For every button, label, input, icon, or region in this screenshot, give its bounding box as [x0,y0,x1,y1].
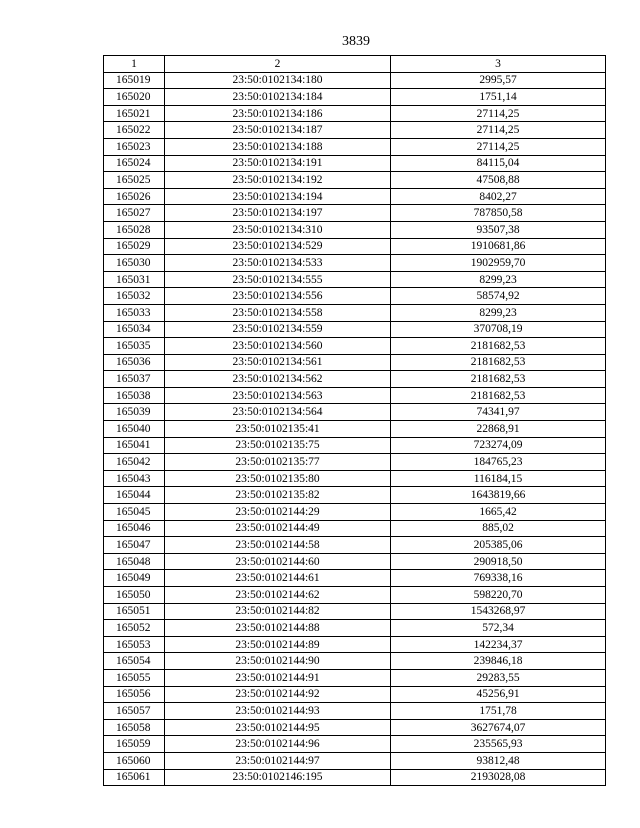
cadastral-value-cell: 723274,09 [391,437,606,454]
row-number-cell: 165058 [104,719,165,736]
table-row [104,338,606,355]
cadastral-number-cell: 23:50:0102134:197 [165,205,391,222]
table-row [104,172,606,189]
table-row [104,421,606,438]
cadastral-value-cell: 2181682,53 [391,338,606,355]
column-header-2: 2 [165,56,391,73]
cadastral-value-cell: 370708,19 [391,321,606,338]
cadastral-value-cell: 1751,14 [391,89,606,106]
row-number-cell: 165061 [104,769,165,786]
row-number-cell: 165051 [104,603,165,620]
cadastral-value-cell: 572,34 [391,620,606,637]
cadastral-value-cell: 205385,06 [391,537,606,554]
row-number-cell: 165021 [104,105,165,122]
table-row [104,321,606,338]
cadastral-value-cell: 22868,91 [391,421,606,438]
cadastral-number-cell: 23:50:0102134:184 [165,89,391,106]
row-number-cell: 165026 [104,188,165,205]
cadastral-number-cell: 23:50:0102134:192 [165,172,391,189]
cadastral-number-cell: 23:50:0102134:556 [165,288,391,305]
table-row [104,454,606,471]
cadastral-number-cell: 23:50:0102144:95 [165,719,391,736]
cadastral-number-cell: 23:50:0102134:187 [165,122,391,139]
cadastral-number-cell: 23:50:0102135:77 [165,454,391,471]
cadastral-number-cell: 23:50:0102134:564 [165,404,391,421]
table-row [104,752,606,769]
cadastral-value-cell: 2995,57 [391,72,606,89]
cadastral-value-cell: 8299,23 [391,271,606,288]
table-row [104,122,606,139]
table-row [104,138,606,155]
cadastral-value-cell: 47508,88 [391,172,606,189]
table-row [104,470,606,487]
table-row [104,719,606,736]
cadastral-number-cell: 23:50:0102134:310 [165,221,391,238]
cadastral-value-cell: 1643819,66 [391,487,606,504]
table-row [104,255,606,272]
row-number-cell: 165040 [104,421,165,438]
table-row [104,271,606,288]
row-number-cell: 165054 [104,653,165,670]
row-number-cell: 165052 [104,620,165,637]
cadastral-value-cell: 27114,25 [391,122,606,139]
cadastral-value-cell: 1665,42 [391,504,606,521]
table-row [104,553,606,570]
row-number-cell: 165055 [104,669,165,686]
cadastral-number-cell: 23:50:0102135:80 [165,470,391,487]
cadastral-number-cell: 23:50:0102144:60 [165,553,391,570]
cadastral-value-table [103,55,606,786]
cadastral-number-cell: 23:50:0102144:49 [165,520,391,537]
row-number-cell: 165046 [104,520,165,537]
cadastral-value-cell: 45256,91 [391,686,606,703]
cadastral-value-cell: 142234,37 [391,636,606,653]
row-number-cell: 165045 [104,504,165,521]
cadastral-value-cell: 93507,38 [391,221,606,238]
cadastral-number-cell: 23:50:0102144:29 [165,504,391,521]
row-number-cell: 165028 [104,221,165,238]
row-number-cell: 165041 [104,437,165,454]
cadastral-value-cell: 769338,16 [391,570,606,587]
cadastral-number-cell: 23:50:0102144:61 [165,570,391,587]
cadastral-number-cell: 23:50:0102134:563 [165,387,391,404]
cadastral-value-cell: 1751,78 [391,703,606,720]
table-row [104,188,606,205]
cadastral-value-cell: 1910681,86 [391,238,606,255]
row-number-cell: 165050 [104,587,165,604]
cadastral-number-cell: 23:50:0102144:90 [165,653,391,670]
row-number-cell: 165042 [104,454,165,471]
table-row [104,288,606,305]
row-number-cell: 165033 [104,304,165,321]
row-number-cell: 165053 [104,636,165,653]
cadastral-value-cell: 29283,55 [391,669,606,686]
table-row [104,72,606,89]
cadastral-value-cell: 8299,23 [391,304,606,321]
cadastral-value-cell: 74341,97 [391,404,606,421]
cadastral-number-cell: 23:50:0102134:191 [165,155,391,172]
cadastral-value-cell: 2181682,53 [391,387,606,404]
row-number-cell: 165049 [104,570,165,587]
cadastral-value-cell: 2181682,53 [391,354,606,371]
table-row [104,603,606,620]
table-row [104,354,606,371]
row-number-cell: 165037 [104,371,165,388]
cadastral-number-cell: 23:50:0102134:555 [165,271,391,288]
cadastral-number-cell: 23:50:0102134:558 [165,304,391,321]
cadastral-value-cell: 184765,23 [391,454,606,471]
table-row [104,105,606,122]
table-row [104,437,606,454]
table-row [104,371,606,388]
cadastral-value-cell: 1543268,97 [391,603,606,620]
row-number-cell: 165031 [104,271,165,288]
cadastral-number-cell: 23:50:0102144:62 [165,587,391,604]
cadastral-number-cell: 23:50:0102146:195 [165,769,391,786]
cadastral-value-cell: 1902959,70 [391,255,606,272]
table-row [104,89,606,106]
cadastral-value-cell: 598220,70 [391,587,606,604]
table-row [104,570,606,587]
row-number-cell: 165044 [104,487,165,504]
row-number-cell: 165035 [104,338,165,355]
row-number-cell: 165060 [104,752,165,769]
column-header-1: 1 [104,56,165,73]
table-header-row [104,56,606,73]
cadastral-value-cell: 2193028,08 [391,769,606,786]
cadastral-number-cell: 23:50:0102144:88 [165,620,391,637]
table-row [104,653,606,670]
cadastral-number-cell: 23:50:0102144:89 [165,636,391,653]
table-row [104,636,606,653]
cadastral-value-cell: 787850,58 [391,205,606,222]
row-number-cell: 165057 [104,703,165,720]
cadastral-number-cell: 23:50:0102144:58 [165,537,391,554]
cadastral-value-cell: 290918,50 [391,553,606,570]
cadastral-value-cell: 27114,25 [391,105,606,122]
cadastral-number-cell: 23:50:0102134:180 [165,72,391,89]
table-row [104,487,606,504]
table-row [104,703,606,720]
table-row [104,404,606,421]
cadastral-number-cell: 23:50:0102134:529 [165,238,391,255]
cadastral-value-cell: 239846,18 [391,653,606,670]
cadastral-number-cell: 23:50:0102134:194 [165,188,391,205]
table-row [104,387,606,404]
cadastral-number-cell: 23:50:0102135:82 [165,487,391,504]
cadastral-number-cell: 23:50:0102134:559 [165,321,391,338]
cadastral-number-cell: 23:50:0102134:560 [165,338,391,355]
table-row [104,155,606,172]
table-row [104,205,606,222]
cadastral-number-cell: 23:50:0102134:561 [165,354,391,371]
cadastral-value-cell: 235565,93 [391,736,606,753]
table-row [104,587,606,604]
cadastral-value-cell: 58574,92 [391,288,606,305]
table-row [104,520,606,537]
row-number-cell: 165022 [104,122,165,139]
table-row [104,769,606,786]
cadastral-value-cell: 84115,04 [391,155,606,172]
page-number: 3839 [342,34,370,49]
cadastral-number-cell: 23:50:0102144:82 [165,603,391,620]
table-row [104,304,606,321]
cadastral-number-cell: 23:50:0102144:91 [165,669,391,686]
cadastral-value-cell: 8402,27 [391,188,606,205]
row-number-cell: 165019 [104,72,165,89]
table-row [104,221,606,238]
row-number-cell: 165036 [104,354,165,371]
cadastral-number-cell: 23:50:0102135:75 [165,437,391,454]
cadastral-value-cell: 93812,48 [391,752,606,769]
table-row [104,669,606,686]
cadastral-number-cell: 23:50:0102134:533 [165,255,391,272]
row-number-cell: 165032 [104,288,165,305]
row-number-cell: 165027 [104,205,165,222]
row-number-cell: 165048 [104,553,165,570]
cadastral-number-cell: 23:50:0102144:96 [165,736,391,753]
row-number-cell: 165047 [104,537,165,554]
table-body [104,72,606,786]
row-number-cell: 165029 [104,238,165,255]
row-number-cell: 165020 [104,89,165,106]
table-row [104,504,606,521]
cadastral-value-cell: 2181682,53 [391,371,606,388]
cadastral-number-cell: 23:50:0102134:188 [165,138,391,155]
table-row [104,238,606,255]
row-number-cell: 165059 [104,736,165,753]
row-number-cell: 165024 [104,155,165,172]
row-number-cell: 165056 [104,686,165,703]
row-number-cell: 165034 [104,321,165,338]
cadastral-number-cell: 23:50:0102144:97 [165,752,391,769]
cadastral-number-cell: 23:50:0102134:186 [165,105,391,122]
table-row [104,686,606,703]
cadastral-number-cell: 23:50:0102134:562 [165,371,391,388]
column-header-3: 3 [391,56,606,73]
table-row [104,537,606,554]
cadastral-value-cell: 27114,25 [391,138,606,155]
cadastral-number-cell: 23:50:0102144:93 [165,703,391,720]
cadastral-value-cell: 885,02 [391,520,606,537]
cadastral-number-cell: 23:50:0102135:41 [165,421,391,438]
row-number-cell: 165039 [104,404,165,421]
cadastral-value-cell: 116184,15 [391,470,606,487]
row-number-cell: 165038 [104,387,165,404]
row-number-cell: 165030 [104,255,165,272]
cadastral-number-cell: 23:50:0102144:92 [165,686,391,703]
table-row [104,736,606,753]
table-row [104,620,606,637]
cadastral-value-cell: 3627674,07 [391,719,606,736]
row-number-cell: 165023 [104,138,165,155]
row-number-cell: 165043 [104,470,165,487]
row-number-cell: 165025 [104,172,165,189]
